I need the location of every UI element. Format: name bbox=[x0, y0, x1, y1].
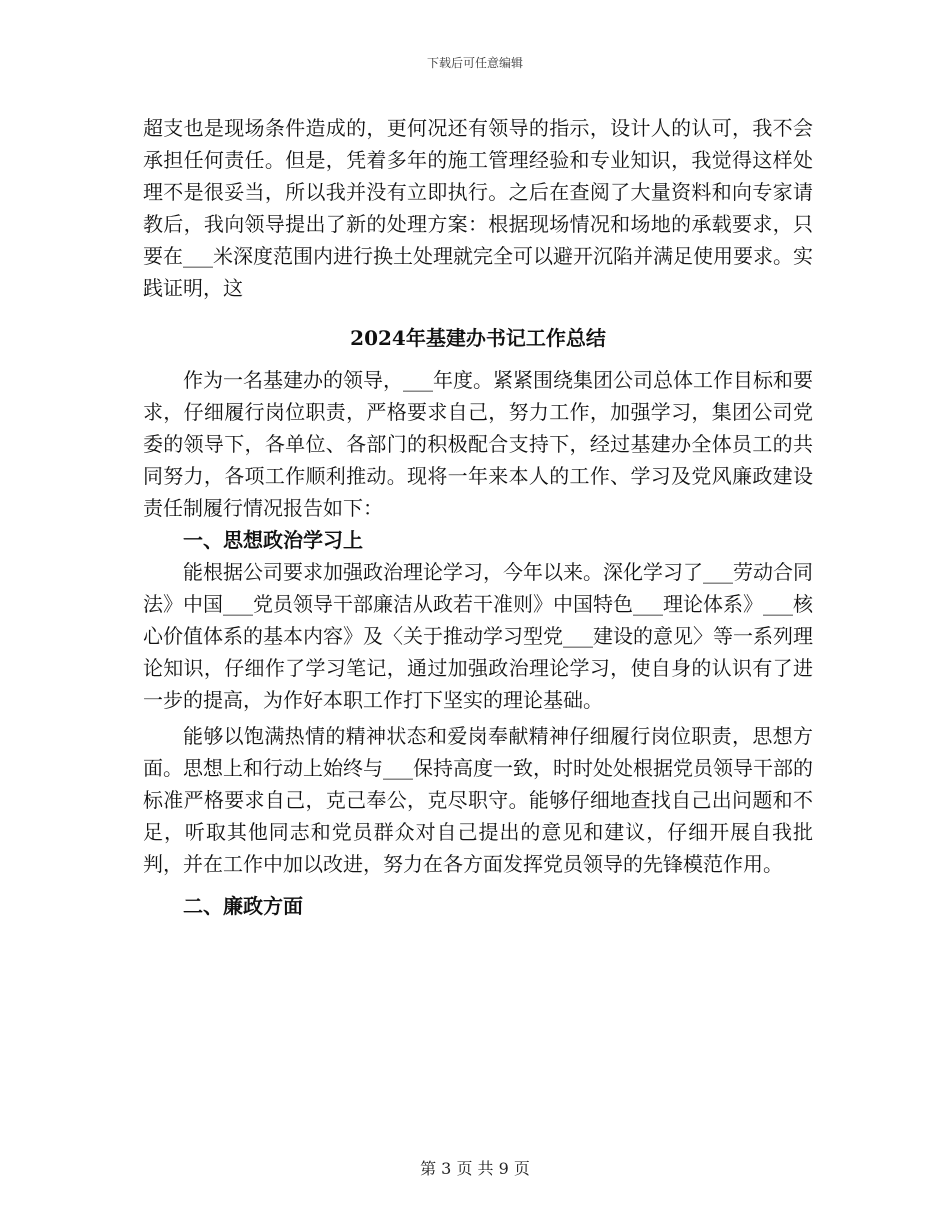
section1-paragraph-1: 能根据公司要求加强政治理论学习，今年以来。深化学习了___劳动合同法》中国___党员领导干部廉洁从政若干准则》中国特色___理论体系》___核心价值体系的基本内容》及〈关于推动学习型党___建设的意见〉等一系列理论知识，仔细作了学习笔记，通过加强政治理论学习，使自身的认识有了进一步的提高，为作好本职工作打下坚实的理论基础。 bbox=[143, 560, 813, 712]
document-body bbox=[143, 112, 813, 922]
document-title: 2024年基建办书记工作总结 bbox=[350, 326, 606, 350]
section-heading-integrity: 二、廉政方面 bbox=[183, 894, 303, 918]
continued-paragraph: 超支也是现场条件造成的，更何况还有领导的指示，设计人的认可，我不会承担任何责任。但是，凭着多年的施工管理经验和专业知识，我觉得这样处理不是很妥当，所以我并没有立即执行。之后在查阅了大量资料和向专家请教后，我向领导提出了新的处理方案：根据现场情况和场地的承载要求，只要在___米深度范围内进行换土处理就完全可以避开沉陷并满足使用要求。实践证明，这 bbox=[143, 116, 813, 300]
section-heading-political-study: 一、思想政治学习上 bbox=[183, 528, 363, 552]
intro-paragraph: 作为一名基建办的领导，___年度。紧紧围绕集团公司总体工作目标和要求，仔细履行岗位职责，严格要求自己，努力工作，加强学习，集团公司党委的领导下，各单位、各部门的积极配合支持下，经过基建办全体员工的共同努力，各项工作顺利推动。现将一年来本人的工作、学习及党风廉政建设责任制履行情况报告如下： bbox=[143, 368, 813, 520]
page-header-note: 下载后可任意编辑 bbox=[426, 56, 523, 70]
section1-paragraph-2: 能够以饱满热情的精神状态和爱岗奉献精神仔细履行岗位职责，思想方面。思想上和行动上始终与___保持高度一致，时时处处根据党员领导干部的标准严格要求自己，克己奉公，克尽职守。能够仔细地查找自己出问题和不足，听取其他同志和党员群众对自己提出的意见和建议，仔细开展自我批判，并在工作中加以改进，努力在各方面发挥党员领导的先锋模范作用。 bbox=[143, 724, 813, 876]
page-number-footer: 第 3 页 共 9 页 bbox=[420, 1159, 530, 1178]
